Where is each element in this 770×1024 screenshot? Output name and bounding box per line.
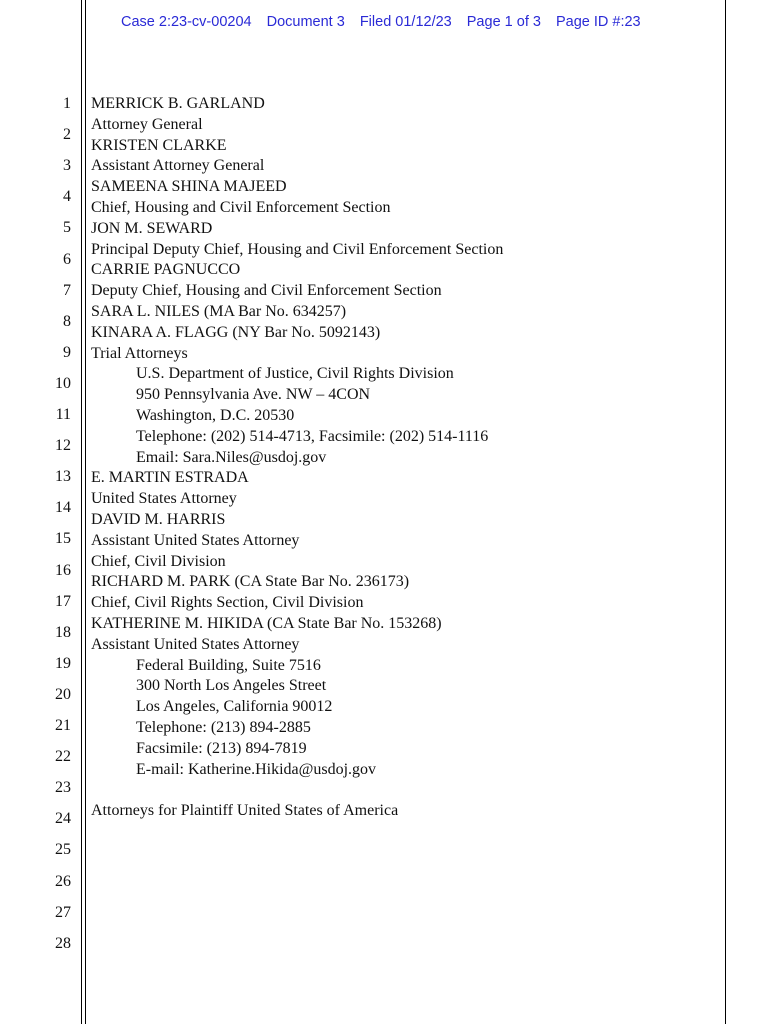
line-number: 11 — [55, 406, 71, 423]
right-margin-rule — [725, 0, 726, 1024]
line-number: 27 — [55, 903, 71, 921]
line-number: 3 — [63, 157, 71, 175]
line-number: 16 — [55, 561, 71, 579]
caption-line: JON M. SEWARD — [91, 219, 213, 237]
caption-line: Telephone: (202) 514-4713, Facsimile: (202) 514-1116 — [136, 427, 489, 445]
line-number: 28 — [55, 934, 71, 952]
caption-line: KRISTEN CLARKE — [91, 136, 227, 154]
caption-line: Attorney General — [91, 115, 203, 133]
attorney-caption-block — [91, 94, 503, 822]
line-number: 25 — [55, 841, 71, 859]
line-number: 23 — [55, 779, 71, 797]
filed-date: Filed 01/12/23 — [359, 14, 452, 30]
caption-line: Chief, Civil Rights Section, Civil Division — [91, 594, 364, 612]
caption-line: Assistant United States Attorney — [91, 531, 300, 549]
case-number: Case 2:23-cv-00204 — [121, 14, 252, 30]
caption-line: CARRIE PAGNUCCO — [91, 261, 241, 279]
line-number: 24 — [55, 810, 71, 828]
caption-line: SARA L. NILES (MA Bar No. 634257) — [91, 302, 347, 320]
caption-line: E. MARTIN ESTRADA — [91, 469, 249, 487]
line-number: 19 — [55, 654, 71, 672]
line-number: 17 — [55, 592, 71, 610]
line-number: 15 — [55, 530, 71, 548]
line-number: 26 — [55, 872, 71, 890]
caption-line: MERRICK B. GARLAND — [91, 95, 265, 112]
caption-line: Principal Deputy Chief, Housing and Civil Enforcement Section — [91, 240, 504, 258]
document-number: Document 3 — [266, 14, 345, 30]
caption-line: Assistant United States Attorney — [91, 635, 300, 653]
line-number: 8 — [63, 312, 71, 330]
page-count: Page 1 of 3 — [466, 14, 541, 30]
line-number: 12 — [55, 437, 71, 455]
caption-line: Email: Sara.Niles@usdoj.gov — [136, 448, 327, 466]
caption-line: DAVID M. HARRIS — [91, 510, 226, 528]
line-number: 13 — [55, 468, 71, 486]
caption-line: U.S. Department of Justice, Civil Rights Division — [136, 365, 454, 383]
caption-line: Assistant Attorney General — [91, 157, 265, 175]
left-margin-rule-outer — [81, 0, 82, 1024]
caption-line: RICHARD M. PARK (CA State Bar No. 236173) — [91, 573, 410, 591]
line-number: 1 — [63, 95, 71, 112]
caption-line: E-mail: Katherine.Hikida@usdoj.gov — [136, 760, 377, 778]
caption-line: SAMEENA SHINA MAJEED — [91, 178, 287, 196]
caption-line: Chief, Civil Division — [91, 552, 226, 570]
line-number: 18 — [55, 623, 71, 641]
caption-line: United States Attorney — [91, 490, 237, 508]
caption-line: Washington, D.C. 20530 — [136, 406, 295, 424]
caption-line: Attorneys for Plaintiff United States of America — [91, 802, 399, 820]
line-number: 21 — [55, 717, 71, 734]
caption-line: Deputy Chief, Housing and Civil Enforcement Section — [91, 282, 442, 300]
line-number: 14 — [55, 499, 71, 517]
line-number: 5 — [63, 219, 71, 237]
line-number: 10 — [55, 374, 71, 392]
line-number: 2 — [63, 126, 71, 144]
filing-header — [121, 14, 652, 30]
caption-line: KATHERINE M. HIKIDA (CA State Bar No. 153268) — [91, 614, 442, 632]
caption-line: Los Angeles, California 90012 — [136, 698, 333, 716]
caption-line: 950 Pennsylvania Ave. NW – 4CON — [136, 386, 371, 404]
caption-line: 300 North Los Angeles Street — [136, 677, 327, 695]
line-number: 7 — [63, 281, 71, 299]
page-id: Page ID #:23 — [555, 14, 641, 30]
line-number: 4 — [63, 188, 71, 206]
caption-line: Federal Building, Suite 7516 — [136, 656, 321, 674]
line-number: 6 — [63, 250, 71, 268]
line-number: 9 — [63, 343, 71, 361]
line-number: 20 — [55, 685, 71, 703]
caption-line — [91, 780, 503, 801]
caption-line: KINARA A. FLAGG (NY Bar No. 5092143) — [91, 323, 381, 341]
line-number: 22 — [55, 748, 71, 766]
caption-line: Telephone: (213) 894-2885 — [136, 718, 311, 736]
caption-line: Facsimile: (213) 894-7819 — [136, 739, 307, 757]
caption-line: Chief, Housing and Civil Enforcement Section — [91, 198, 391, 216]
left-margin-rule-inner — [85, 0, 86, 1024]
caption-line: Trial Attorneys — [91, 344, 188, 362]
